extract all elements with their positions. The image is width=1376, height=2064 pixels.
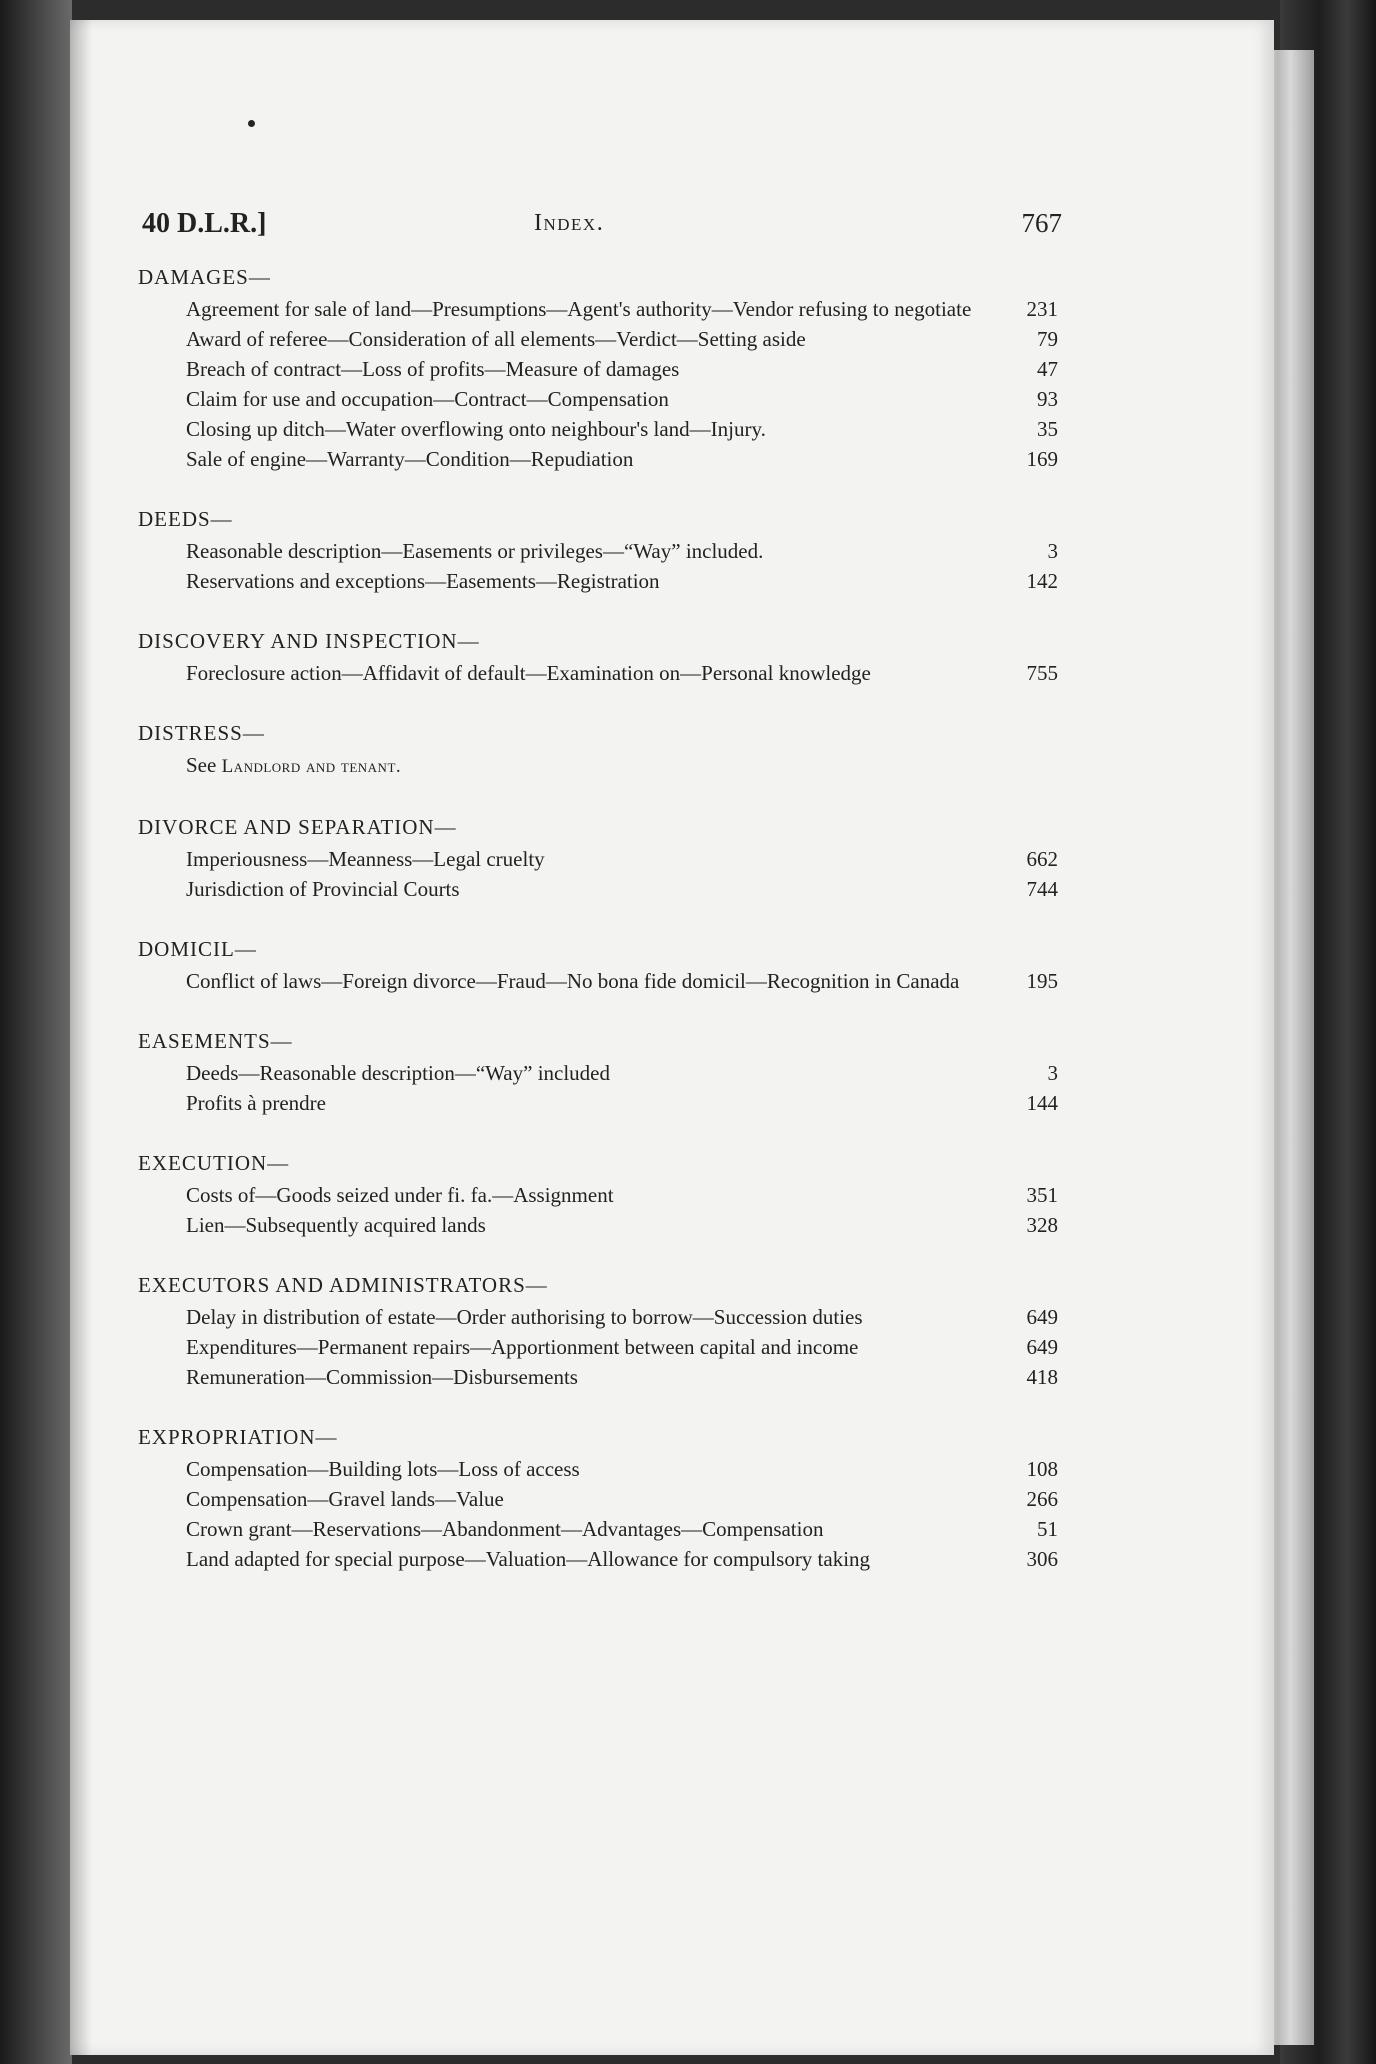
index-section	[138, 504, 1058, 596]
ink-speck	[248, 120, 255, 127]
entry-text-wrap	[186, 1454, 1002, 1484]
entry-page-number: 662	[1026, 847, 1058, 871]
entry-page-number: 79	[1037, 327, 1058, 351]
entry-page-number: 108	[1026, 1457, 1058, 1481]
section-title: EXPROPRIATION—	[138, 1425, 338, 1449]
index-entry	[138, 294, 1058, 324]
section-title: DEEDS—	[138, 507, 233, 531]
index-entry	[138, 444, 1058, 474]
running-header	[142, 208, 1062, 248]
page-number: 767	[1021, 208, 1062, 238]
entry-page-number: 169	[1026, 447, 1058, 471]
index-entry	[138, 1544, 1058, 1574]
index-entry	[138, 966, 1058, 996]
entry-page-number: 231	[1026, 297, 1058, 321]
entry-text-wrap	[186, 444, 1002, 474]
entry-page-number: 35	[1037, 417, 1058, 441]
spine-shadow	[70, 20, 92, 2055]
section-title: EASEMENTS—	[138, 1029, 293, 1053]
entry-page-number: 266	[1026, 1487, 1058, 1511]
entry-page-number: 142	[1026, 569, 1058, 593]
entry-text: Profits à prendre	[186, 1091, 326, 1115]
entry-text-wrap	[186, 1210, 1002, 1240]
index-section	[138, 934, 1058, 996]
index-section	[138, 718, 1058, 782]
entry-page-number: 649	[1026, 1335, 1058, 1359]
index-entry	[138, 1058, 1058, 1088]
entry-page-number: 328	[1026, 1213, 1058, 1237]
index-entry	[138, 324, 1058, 354]
see-prefix: See	[186, 753, 217, 777]
header-title: Index.	[534, 210, 605, 236]
index-entry	[138, 536, 1058, 566]
entry-page-number: 93	[1037, 387, 1058, 411]
entry-text: Compensation—Building lots—Loss of access	[186, 1457, 580, 1481]
entry-text: Breach of contract—Loss of profits—Measure of damages	[186, 357, 680, 381]
entry-text-wrap	[186, 1180, 1002, 1210]
entry-text-wrap	[186, 844, 1002, 874]
entry-text-wrap	[186, 536, 1002, 566]
entry-page-number: 306	[1026, 1547, 1058, 1571]
index-entry	[138, 1332, 1058, 1362]
entry-text-wrap	[186, 1362, 1002, 1392]
index-section	[138, 1026, 1058, 1118]
entry-text-wrap	[186, 658, 1002, 688]
entry-page-number: 195	[1026, 969, 1058, 993]
entry-text-wrap	[186, 1484, 1002, 1514]
entry-text: Foreclosure action—Affidavit of default—Examination on—Personal knowledge	[186, 661, 871, 685]
index-entry	[138, 1180, 1058, 1210]
entry-text-wrap	[186, 354, 1002, 384]
entry-page-number: 418	[1026, 1365, 1058, 1389]
entry-text-wrap	[186, 966, 1002, 996]
section-title: EXECUTORS AND ADMINISTRATORS—	[138, 1273, 548, 1297]
entry-text: Closing up ditch—Water overflowing onto neighbour's land—Injury.	[186, 417, 766, 441]
entry-text: Expenditures—Permanent repairs—Apportionment between capital and income	[186, 1335, 859, 1359]
entry-text-wrap	[186, 384, 1002, 414]
section-title: DIVORCE AND SEPARATION—	[138, 815, 457, 839]
entry-text: Reasonable description—Easements or privileges—“Way” included.	[186, 539, 764, 563]
section-title: DOMICIL—	[138, 937, 257, 961]
entry-text: Jurisdiction of Provincial Courts	[186, 877, 460, 901]
index-section	[138, 1422, 1058, 1574]
entry-text-wrap	[186, 566, 1002, 596]
entry-text: Compensation—Gravel lands—Value	[186, 1487, 504, 1511]
entry-page-number: 3	[1047, 539, 1058, 563]
index-entry	[138, 874, 1058, 904]
index-entry	[138, 1484, 1058, 1514]
entry-text: Sale of engine—Warranty—Condition—Repudiation	[186, 447, 634, 471]
section-title: DISTRESS—	[138, 721, 265, 745]
entry-text: Delay in distribution of estate—Order authorising to borrow—Succession duties	[186, 1305, 863, 1329]
index-entry	[138, 1302, 1058, 1332]
index-body	[138, 262, 1058, 1604]
index-entry	[138, 384, 1058, 414]
entry-page-number: 144	[1026, 1091, 1058, 1115]
entry-text-wrap	[186, 1332, 1002, 1362]
entry-page-number: 3	[1047, 1061, 1058, 1085]
section-title: EXECUTION—	[138, 1151, 290, 1175]
volume-reference: 40 D.L.R.]	[142, 208, 267, 239]
see-target: Landlord and tenant.	[221, 756, 402, 777]
entry-text-wrap	[186, 1058, 1002, 1088]
entry-text: Lien—Subsequently acquired lands	[186, 1213, 486, 1237]
entry-text: Claim for use and occupation—Contract—Compensation	[186, 387, 669, 411]
entry-text: Costs of—Goods seized under fi. fa.—Assignment	[186, 1183, 614, 1207]
section-title: DAMAGES—	[138, 265, 271, 289]
entry-text-wrap	[186, 294, 1002, 324]
entry-page-number: 744	[1026, 877, 1058, 901]
index-section	[138, 626, 1058, 688]
entry-page-number: 51	[1037, 1517, 1058, 1541]
entry-page-number: 649	[1026, 1305, 1058, 1329]
book-spine-edge	[0, 0, 72, 2064]
index-section	[138, 1148, 1058, 1240]
entry-text: Land adapted for special purpose—Valuation—Allowance for compulsory taking	[186, 1547, 871, 1571]
entry-text-wrap	[186, 874, 1002, 904]
entry-text: Imperiousness—Meanness—Legal cruelty	[186, 847, 545, 871]
index-entry	[138, 1454, 1058, 1484]
index-section	[138, 262, 1058, 474]
entry-text-wrap	[186, 1514, 1002, 1544]
entry-text-wrap	[186, 1088, 1002, 1118]
entry-text: Crown grant—Reservations—Abandonment—Advantages—Compensation	[186, 1517, 824, 1541]
see-also-reference	[138, 750, 1058, 782]
section-title: DISCOVERY AND INSPECTION—	[138, 629, 480, 653]
entry-page-number: 47	[1037, 357, 1058, 381]
index-entry	[138, 844, 1058, 874]
entry-text-wrap	[186, 414, 1002, 444]
entry-page-number: 351	[1026, 1183, 1058, 1207]
entry-text-wrap	[186, 324, 1002, 354]
index-entry	[138, 1210, 1058, 1240]
entry-text-wrap	[186, 1544, 1002, 1574]
entry-text: Award of referee—Consideration of all elements—Verdict—Setting aside	[186, 327, 806, 351]
entry-text: Remuneration—Commission—Disbursements	[186, 1365, 578, 1389]
entry-page-number: 755	[1026, 661, 1058, 685]
entry-text: Deeds—Reasonable description—“Way” included	[186, 1061, 610, 1085]
entry-text-wrap	[186, 1302, 1002, 1332]
index-entry	[138, 1362, 1058, 1392]
index-entry	[138, 414, 1058, 444]
entry-text: Reservations and exceptions—Easements—Registration	[186, 569, 660, 593]
index-entry	[138, 658, 1058, 688]
index-section	[138, 1270, 1058, 1392]
index-section	[138, 812, 1058, 904]
entry-text: Agreement for sale of land—Presumptions—Agent's authority—Vendor refusing to negotiate	[186, 297, 972, 321]
index-entry	[138, 566, 1058, 596]
index-entry	[138, 354, 1058, 384]
index-entry	[138, 1088, 1058, 1118]
index-entry	[138, 1514, 1058, 1544]
entry-text: Conflict of laws—Foreign divorce—Fraud—No bona fide domicil—Recognition in Canada	[186, 969, 960, 993]
